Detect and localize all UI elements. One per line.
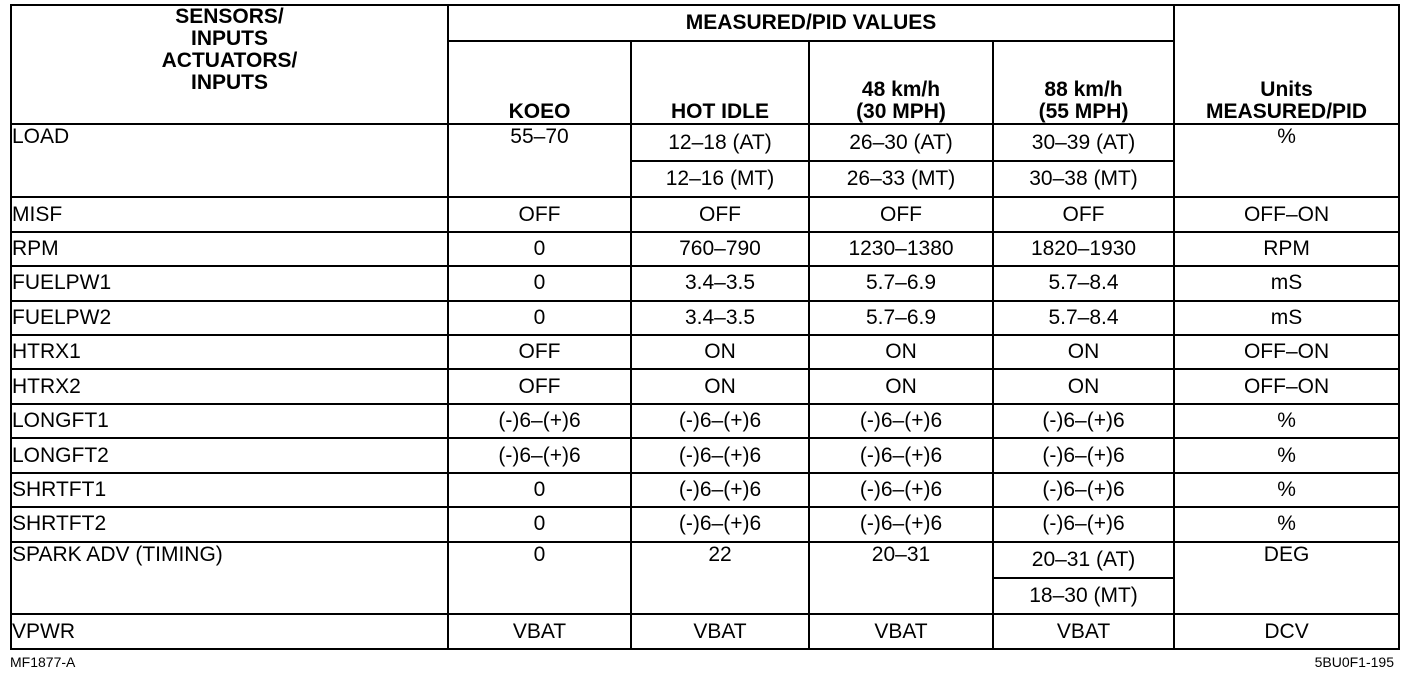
cell-koeo: OFF	[448, 335, 631, 369]
header-48-kmh-line: 48 km/h	[861, 78, 941, 102]
cell-koeo: 55–70	[448, 124, 631, 197]
cell-hot-idle: 3.4–3.5	[631, 266, 809, 300]
cell-hot-idle: ON	[631, 335, 809, 369]
cell-koeo: 0	[448, 232, 631, 266]
cell-koeo: 0	[448, 301, 631, 335]
table-row-spark-adv	[11, 542, 1399, 578]
cell-units: %	[1174, 124, 1399, 197]
table-row-fuelpw1	[11, 266, 1399, 300]
header-48-kmh	[809, 41, 993, 124]
cell-88: (-)6–(+)6	[993, 438, 1174, 472]
cell-hot-idle: VBAT	[631, 614, 809, 649]
cell-koeo: 0	[448, 266, 631, 300]
table-row-vpwr	[11, 614, 1399, 649]
cell-88: 5.7–8.4	[993, 301, 1174, 335]
table-row-misf	[11, 197, 1399, 231]
header-sensors-line: INPUTS	[190, 71, 268, 94]
cell-88: 5.7–8.4	[993, 266, 1174, 300]
cell-48: 20–31	[809, 542, 993, 615]
header-koeo: KOEO	[448, 41, 631, 124]
table-row-htrx2	[11, 369, 1399, 403]
table-row-shrtft2	[11, 507, 1399, 541]
cell-88: ON	[993, 369, 1174, 403]
header-88-kmh-line: (55 MPH)	[1038, 100, 1129, 124]
header-units	[1174, 5, 1399, 124]
table-row-longft1	[11, 404, 1399, 438]
cell-koeo: VBAT	[448, 614, 631, 649]
table-row-shrtft1	[11, 473, 1399, 507]
cell-88-mt: 18–30 (MT)	[993, 578, 1174, 614]
cell-koeo: 0	[448, 473, 631, 507]
row-name: LONGFT1	[11, 404, 448, 438]
row-name: SHRTFT1	[11, 473, 448, 507]
table-row-fuelpw2	[11, 301, 1399, 335]
header-units-line: MEASURED/PID	[1206, 100, 1368, 124]
cell-hot-idle-at: 12–18 (AT)	[631, 124, 809, 160]
row-name: LONGFT2	[11, 438, 448, 472]
header-measured-pid-values: MEASURED/PID VALUES	[448, 5, 1174, 41]
cell-48: VBAT	[809, 614, 993, 649]
cell-88: (-)6–(+)6	[993, 473, 1174, 507]
table-row-longft2	[11, 438, 1399, 472]
row-name: FUELPW2	[11, 301, 448, 335]
cell-48: 5.7–6.9	[809, 301, 993, 335]
cell-hot-idle: 3.4–3.5	[631, 301, 809, 335]
header-sensors	[11, 5, 448, 124]
cell-units: %	[1174, 404, 1399, 438]
row-name: HTRX2	[11, 369, 448, 403]
cell-units: OFF–ON	[1174, 335, 1399, 369]
cell-48: (-)6–(+)6	[809, 438, 993, 472]
row-name: SPARK ADV (TIMING)	[11, 542, 448, 615]
cell-48-mt: 26–33 (MT)	[809, 161, 993, 197]
cell-48: ON	[809, 335, 993, 369]
row-name: RPM	[11, 232, 448, 266]
cell-48: 5.7–6.9	[809, 266, 993, 300]
header-48-kmh-line: (30 MPH)	[856, 100, 946, 124]
cell-hot-idle-mt: 12–16 (MT)	[631, 161, 809, 197]
row-name: LOAD	[11, 124, 448, 197]
cell-units: %	[1174, 473, 1399, 507]
cell-48-at: 26–30 (AT)	[809, 124, 993, 160]
cell-48: 1230–1380	[809, 232, 993, 266]
header-88-kmh	[993, 41, 1174, 124]
cell-88: (-)6–(+)6	[993, 507, 1174, 541]
cell-hot-idle: (-)6–(+)6	[631, 507, 809, 541]
header-row-top	[11, 5, 1399, 41]
cell-88: OFF	[993, 197, 1174, 231]
cell-units: OFF–ON	[1174, 197, 1399, 231]
cell-48: (-)6–(+)6	[809, 473, 993, 507]
cell-hot-idle: ON	[631, 369, 809, 403]
pid-values-table	[10, 4, 1400, 650]
table-row-htrx1	[11, 335, 1399, 369]
cell-88: VBAT	[993, 614, 1174, 649]
cell-units: DEG	[1174, 542, 1399, 615]
header-88-kmh-line: 88 km/h	[1044, 78, 1123, 102]
cell-koeo: 0	[448, 542, 631, 615]
cell-units: RPM	[1174, 232, 1399, 266]
row-name: SHRTFT2	[11, 507, 448, 541]
cell-48: (-)6–(+)6	[809, 507, 993, 541]
cell-hot-idle: (-)6–(+)6	[631, 438, 809, 472]
cell-units: OFF–ON	[1174, 369, 1399, 403]
cell-units: mS	[1174, 266, 1399, 300]
header-units-line: Units	[1260, 78, 1313, 102]
cell-88-mt: 30–38 (MT)	[993, 161, 1174, 197]
cell-48: OFF	[809, 197, 993, 231]
cell-88-at: 20–31 (AT)	[993, 542, 1174, 578]
cell-hot-idle: 760–790	[631, 232, 809, 266]
cell-units: mS	[1174, 301, 1399, 335]
cell-88: ON	[993, 335, 1174, 369]
table-row-rpm	[11, 232, 1399, 266]
cell-units: %	[1174, 438, 1399, 472]
cell-88: 1820–1930	[993, 232, 1174, 266]
row-name: FUELPW1	[11, 266, 448, 300]
cell-hot-idle: 22	[631, 542, 809, 615]
row-name: MISF	[11, 197, 448, 231]
header-sensors-line: INPUTS	[190, 27, 268, 50]
row-name: VPWR	[11, 614, 448, 649]
cell-88: (-)6–(+)6	[993, 404, 1174, 438]
cell-48: (-)6–(+)6	[809, 404, 993, 438]
cell-koeo: (-)6–(+)6	[448, 404, 631, 438]
row-name: HTRX1	[11, 335, 448, 369]
header-hot-idle: HOT IDLE	[631, 41, 809, 124]
cell-units: %	[1174, 507, 1399, 541]
cell-hot-idle: OFF	[631, 197, 809, 231]
cell-hot-idle: (-)6–(+)6	[631, 473, 809, 507]
figure-code: MF1877-A	[10, 654, 76, 670]
cell-koeo: (-)6–(+)6	[448, 438, 631, 472]
cell-koeo: OFF	[448, 369, 631, 403]
cell-48: ON	[809, 369, 993, 403]
header-sensors-line: SENSORS/	[175, 5, 284, 28]
cell-88-at: 30–39 (AT)	[993, 124, 1174, 160]
cell-hot-idle: (-)6–(+)6	[631, 404, 809, 438]
cell-koeo: OFF	[448, 197, 631, 231]
cell-units: DCV	[1174, 614, 1399, 649]
table-row-load	[11, 124, 1399, 160]
cell-koeo: 0	[448, 507, 631, 541]
document-code: 5BU0F1-195	[1314, 654, 1394, 670]
header-sensors-line: ACTUATORS/	[161, 49, 298, 72]
